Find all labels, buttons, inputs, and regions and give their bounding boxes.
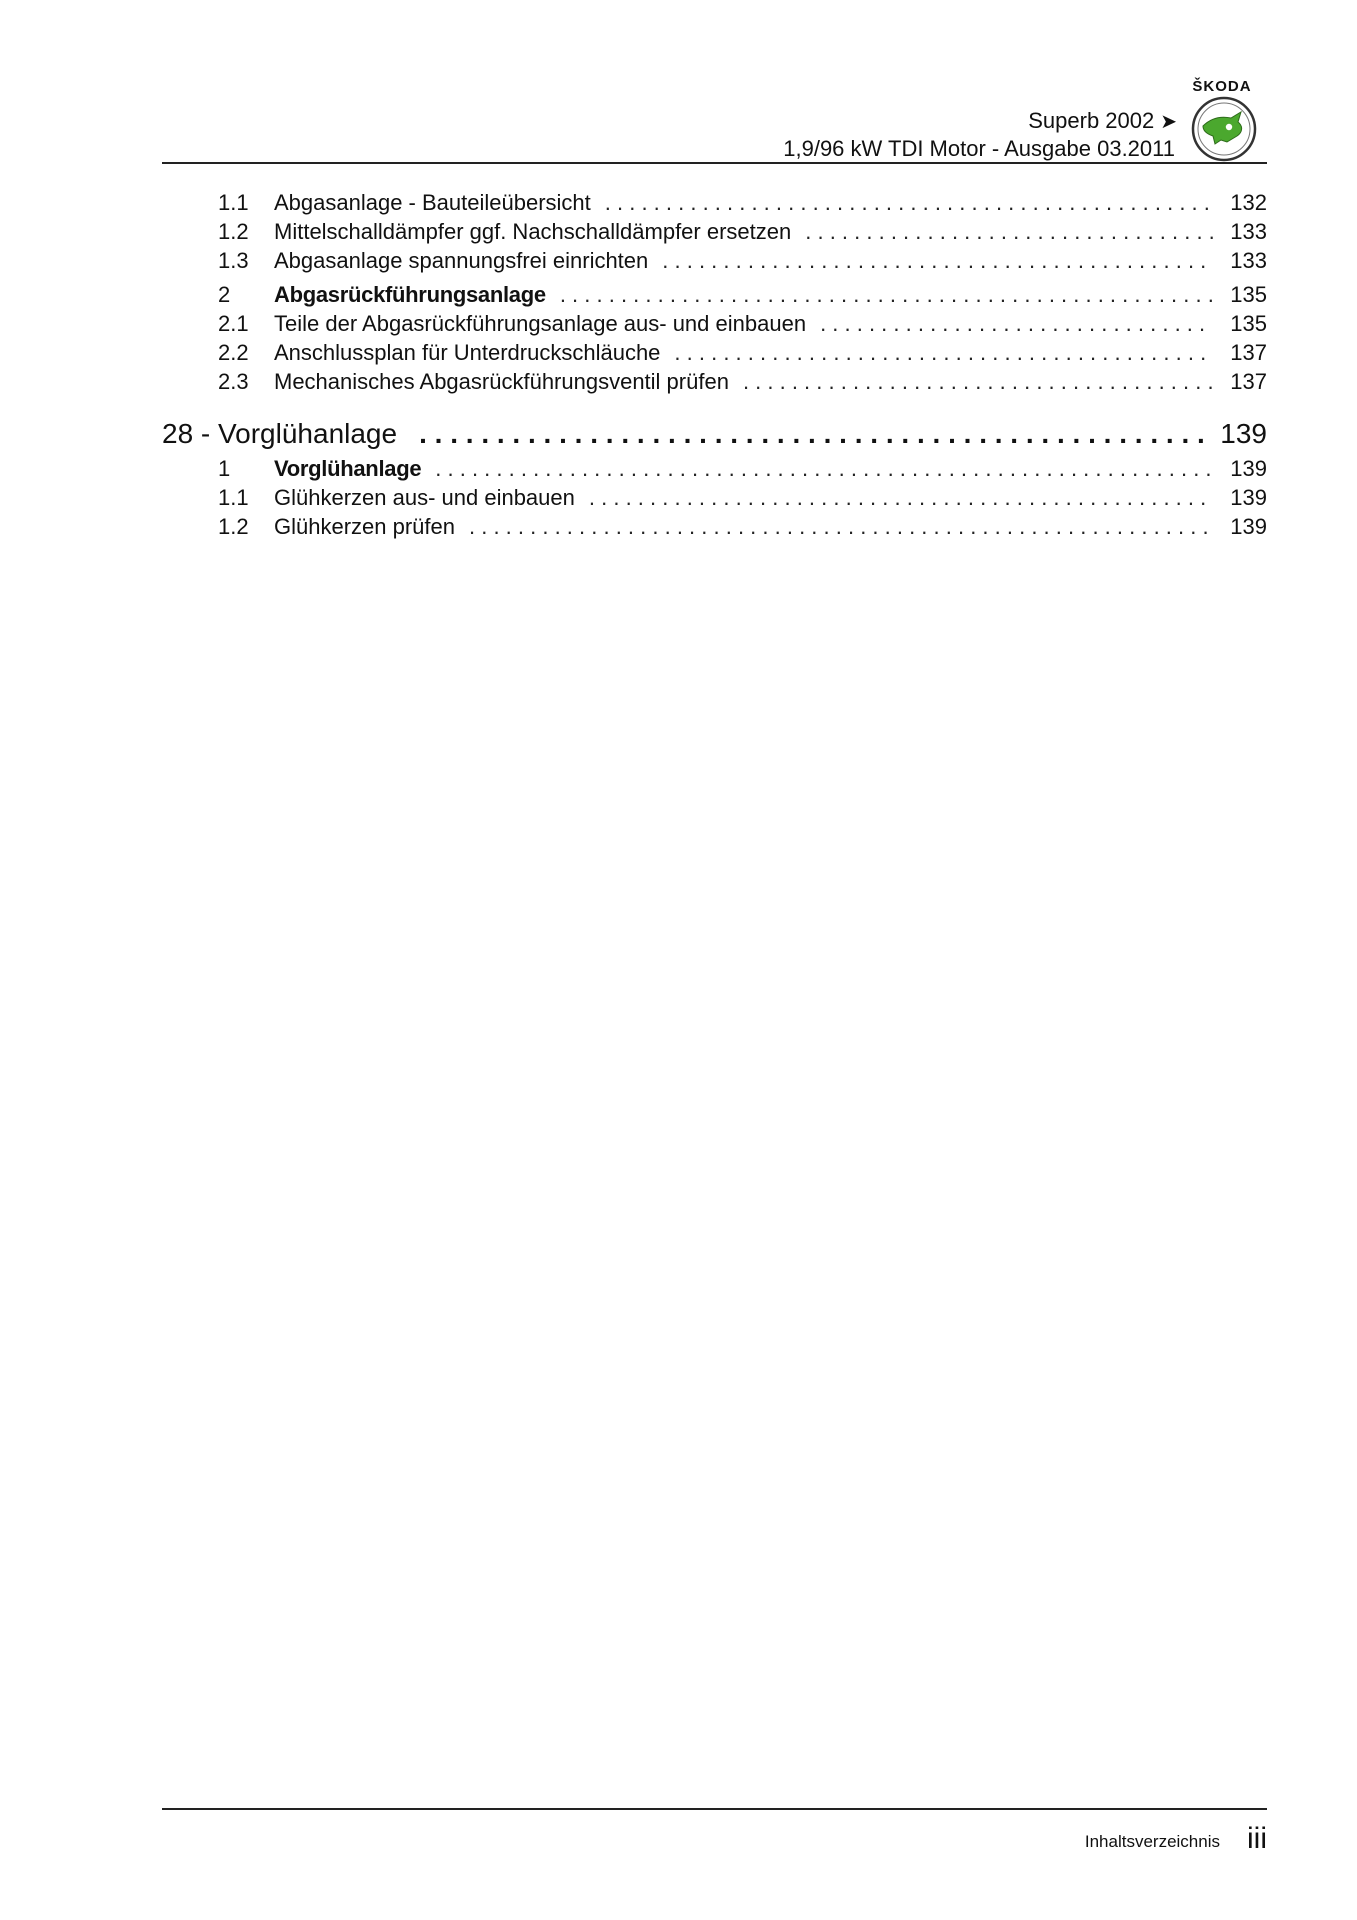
toc-chapter-title: 28 - Vorglühanlage — [162, 418, 398, 449]
toc-entry-title: Glühkerzen aus- und einbauen — [274, 485, 575, 510]
toc-entry-number: 1 — [218, 456, 231, 481]
toc-entry-title: Glühkerzen prüfen — [274, 514, 455, 539]
toc-entry-title: Anschlussplan für Unterdruckschläuche — [274, 340, 661, 365]
toc-entry-number: 1.2 — [218, 514, 249, 539]
toc-leader-dots — [820, 311, 1213, 337]
toc-entry-page: 139 — [1230, 456, 1267, 481]
toc-leader-dots — [605, 190, 1213, 216]
footer-rule — [162, 1808, 1267, 1810]
footer-section-label: Inhaltsverzeichnis — [1084, 1832, 1220, 1851]
header-model-text: Superb 2002 — [1028, 108, 1155, 133]
brand-wordmark: ŠKODA — [1192, 78, 1252, 95]
toc-leader-dots — [419, 418, 1214, 450]
toc-entry-number: 2.1 — [218, 311, 249, 336]
toc-entry-number: 2.2 — [218, 340, 249, 365]
toc-entry-number: 1.2 — [218, 219, 249, 244]
toc-leader-dots — [674, 340, 1213, 366]
toc-chapter-page: 139 — [1220, 418, 1267, 449]
toc-entry-page: 137 — [1230, 340, 1267, 365]
toc-section-entry[interactable] — [162, 456, 1267, 485]
toc-entry-number: 1.3 — [218, 248, 249, 273]
toc-entry-number: 2 — [218, 282, 231, 307]
toc-entry-title: Mechanisches Abgasrückführungsventil prüfen — [274, 369, 729, 394]
toc-entry-page: 132 — [1230, 190, 1267, 215]
toc-entry-title: Mittelschalldämpfer ggf. Nachschalldämpfer ersetzen — [274, 219, 792, 244]
toc-entry[interactable] — [162, 248, 1267, 277]
toc-leader-dots — [560, 282, 1213, 308]
skoda-logo-icon — [1191, 96, 1257, 162]
toc-entry[interactable] — [162, 219, 1267, 248]
toc-leader-dots — [435, 456, 1213, 482]
toc-entry-number: 2.3 — [218, 369, 249, 394]
toc-entry-title: Teile der Abgasrückführungsanlage aus- und einbauen — [274, 311, 807, 336]
header-rule — [162, 162, 1267, 164]
toc-entry[interactable] — [162, 514, 1267, 543]
toc-entry-page: 139 — [1230, 485, 1267, 510]
toc-entry-page: 133 — [1230, 219, 1267, 244]
toc-leader-dots — [662, 248, 1213, 274]
toc-entry-title: Abgasrückführungsanlage — [274, 282, 546, 307]
header-vehicle-model — [1028, 108, 1177, 134]
toc-entry-number: 1.1 — [218, 190, 249, 215]
arrow-right-icon: ➤ — [1160, 111, 1177, 133]
toc-entry-title: Abgasanlage - Bauteileübersicht — [274, 190, 591, 215]
header-edition: 1,9/96 kW TDI Motor - Ausgabe 03.2011 — [783, 136, 1175, 161]
toc-entry[interactable] — [162, 190, 1267, 219]
toc-entry-page: 133 — [1230, 248, 1267, 273]
toc-leader-dots — [589, 485, 1213, 511]
table-of-contents — [162, 190, 1267, 543]
toc-entry-page: 135 — [1230, 311, 1267, 336]
toc-entry[interactable] — [162, 369, 1267, 398]
toc-entry[interactable] — [162, 311, 1267, 340]
toc-entry-page: 139 — [1230, 514, 1267, 539]
toc-entry-title: Vorglühanlage — [274, 456, 422, 481]
toc-entry[interactable] — [162, 340, 1267, 369]
footer-page-number: iii — [1247, 1822, 1267, 1855]
toc-entry-page: 137 — [1230, 369, 1267, 394]
toc-leader-dots — [469, 514, 1213, 540]
toc-leader-dots — [743, 369, 1213, 395]
toc-entry-number: 1.1 — [218, 485, 249, 510]
toc-entry[interactable] — [162, 485, 1267, 514]
toc-entry-page: 135 — [1230, 282, 1267, 307]
toc-entry-title: Abgasanlage spannungsfrei einrichten — [274, 248, 649, 273]
toc-leader-dots — [805, 219, 1213, 245]
toc-section-entry[interactable] — [162, 282, 1267, 311]
toc-chapter-heading[interactable] — [162, 418, 1267, 456]
